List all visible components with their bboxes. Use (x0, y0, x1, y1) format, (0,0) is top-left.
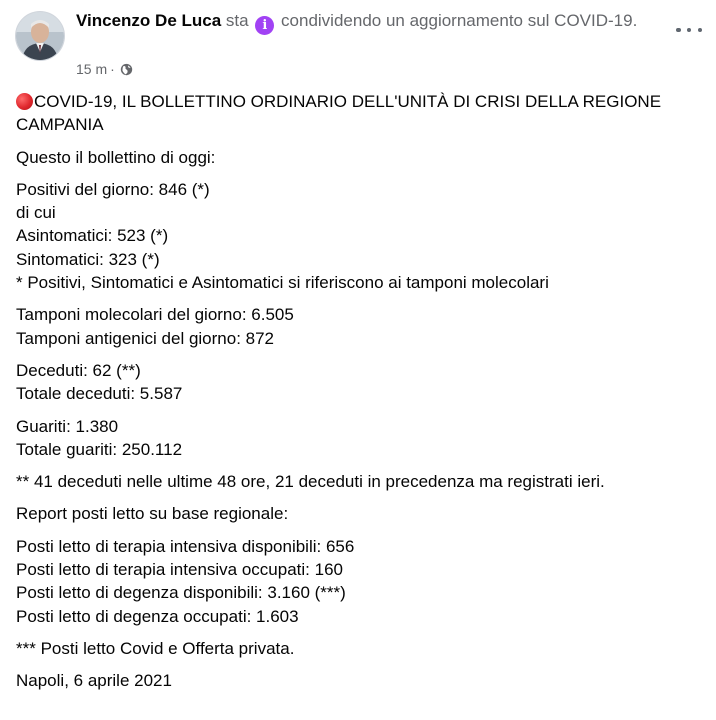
text-line: Posti letto di terapia intensiva disponibili: 656 (16, 536, 355, 556)
text-line: Guariti: 1.380 (16, 416, 119, 436)
text-line: Totale deceduti: 5.587 (16, 384, 183, 404)
text-line: Deceduti: 62 (**) (16, 360, 141, 380)
text-line: Posti letto di terapia intensiva occupati: 160 (16, 560, 343, 580)
text-line: Posti letto di degenza occupati: 1.603 (16, 606, 299, 626)
avatar[interactable] (16, 12, 64, 60)
info-icon: i (255, 16, 274, 35)
tamponi-block (16, 303, 696, 350)
more-options-icon[interactable] (676, 20, 702, 40)
signature: Napoli, 6 aprile 2021 (16, 671, 172, 691)
action-text: condividendo un aggiornamento sul COVID-19. (276, 11, 638, 30)
author-name[interactable]: Vincenzo De Luca (76, 11, 222, 30)
report-title: Report posti letto su base regionale: (16, 504, 289, 524)
text-line: di cui (16, 203, 56, 223)
guariti-block (16, 415, 696, 462)
posti-letto-block (16, 535, 696, 628)
positivi-block (16, 178, 696, 294)
action-prefix: sta (221, 11, 254, 30)
timestamp[interactable]: 15 m (76, 61, 108, 77)
text-line: Asintomatici: 523 (*) (16, 226, 169, 246)
headline: COVID-19, IL BOLLETTINO ORDINARIO DELL'UNITÀ DI CRISI DELLA REGIONE CAMPANIA (16, 92, 662, 135)
post-header (76, 10, 676, 35)
globe-icon[interactable] (120, 63, 133, 76)
meta-separator: · (110, 61, 115, 77)
text-line: Totale guariti: 250.112 (16, 439, 183, 459)
note-deceduti: ** 41 deceduti nelle ultime 48 ore, 21 deceduti in precedenza ma registrati ieri. (16, 472, 605, 492)
post-body (16, 90, 696, 702)
text-line: Tamponi antigenici del giorno: 872 (16, 328, 275, 348)
red-circle-icon (16, 93, 33, 110)
text-line: Posti letto di degenza disponibili: 3.160 (***) (16, 583, 346, 603)
post-meta (76, 59, 133, 79)
text-line: Tamponi molecolari del giorno: 6.505 (16, 305, 294, 325)
deceduti-block (16, 359, 696, 406)
note-posti: *** Posti letto Covid e Offerta privata. (16, 638, 295, 658)
text-line: Sintomatici: 323 (*) (16, 249, 160, 269)
intro-text: Questo il bollettino di oggi: (16, 147, 216, 167)
text-line: Positivi del giorno: 846 (*) (16, 179, 210, 199)
text-line: * Positivi, Sintomatici e Asintomatici si riferiscono ai tamponi molecolari (16, 273, 549, 293)
